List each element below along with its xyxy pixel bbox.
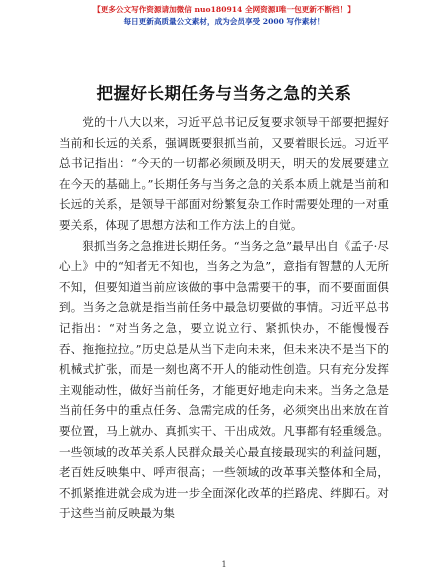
paragraph-urgent-tasks: 狠抓当务之急推进长期任务。“当务之急”最早出自《孟子·尽心上》中的“知者无不知也，当务之为急”，意指有智慧的人无所不知，但要知道当前应该做的事中急需要干的事，而不要面面俱到。当务之急就是指当前任务中最急切要做的事情。习近平总书记指出：“对当务之急，要立说立行、紧抓快办，不能慢慢吞吞、拖拖拉拉。”历史总是从当下走向未来，但未来决不是当下的机械式扩张，而是一刻也离不开人的能动性创造。只有充分发挥主观能动性，做好当前任务，才能更好地走向未来。当务之急是当前任务中的重点任务、急需完成的任务，必须突出出来放在首要位置，马上就办、真抓实干、干出成效。凡事都有轻重缓急。一些领域的改革关系人民群众最关心最直接最现实的利益问题，老百姓反映集中、呼声很高；一些领域的改革事关整体和全局，不抓紧推进就会成为进一步全面深化改革的拦路虎、绊脚石。对于这些当前反映最为集: [59, 238, 389, 521]
banner-promo-line: 【更多公文写作资源请加微信 nuo180914 全网资源I唯一包更新不断档！】: [93, 5, 355, 14]
paragraph-intro: 党的十八大以来，习近平总书记反复要求领导干部要把握好当前和长远的关系，强调既要狠抓当前，又要着眼长远。习近平总书记指出：“今天的一切都必须顾及明天，明天的发展要建立在今天的基础上。”长期任务与当务之急的关系本质上就是当前和长远的关系，是领导干部面对纷繁复杂工作时需要处理的一对重要关系，体现了思想方法和工作方法上的自觉。: [59, 115, 389, 232]
banner-member-line: 每日更新高质量公文素材，成为会员享受 2000 写作素材！: [123, 17, 325, 26]
page-number: 1: [221, 560, 227, 569]
document-title: 把握好长期任务与当务之急的关系: [96, 84, 352, 103]
document-body: [59, 112, 389, 524]
header-banner: [0, 4, 448, 28]
